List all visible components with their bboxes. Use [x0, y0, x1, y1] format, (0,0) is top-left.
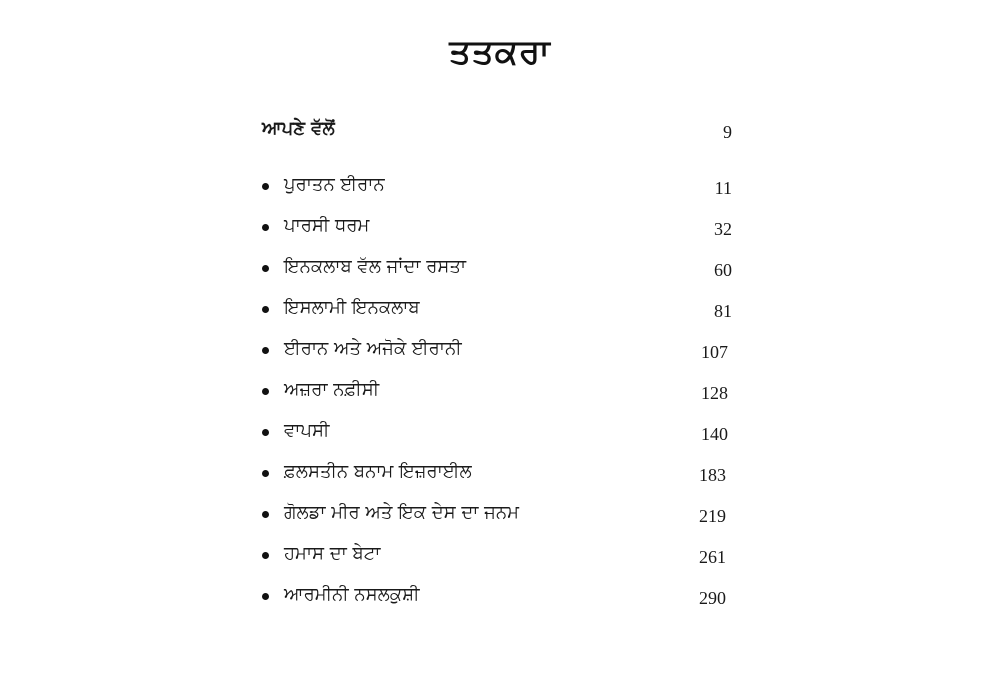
toc-entry — [262, 256, 732, 297]
bullet-icon — [262, 470, 269, 477]
toc-entry-title: ਪੁਰਾਤਨ ਈਰਾਨ — [284, 174, 385, 195]
toc-entry-title: ਇਨਕਲਾਬ ਵੱਲ ਜਾਂਦਾ ਰਸਤਾ — [284, 256, 467, 277]
bullet-icon — [262, 552, 269, 559]
toc-entry — [262, 338, 732, 379]
toc-entry-page: 32 — [714, 219, 732, 239]
toc-entry-page: 219 — [699, 506, 726, 526]
toc-entry-page: 261 — [699, 547, 726, 567]
toc-entry — [262, 297, 732, 338]
toc-entry-page: 81 — [714, 301, 732, 321]
toc-entry-title: ਵਾਪਸੀ — [284, 420, 330, 441]
bullet-icon — [262, 429, 269, 436]
toc-list — [262, 174, 732, 625]
toc-entry — [262, 502, 732, 543]
toc-entry — [262, 420, 732, 461]
toc-entry-page: 128 — [701, 383, 728, 403]
toc-entry — [262, 584, 732, 625]
bullet-icon — [262, 593, 269, 600]
bullet-icon — [262, 511, 269, 518]
toc-entry-title: ਪਾਰਸੀ ਧਰਮ — [284, 215, 370, 236]
toc-entry-title: ਆਰਮੀਨੀ ਨਸਲਕੁਸ਼ੀ — [284, 584, 420, 605]
toc-entry-page: 11 — [714, 178, 732, 198]
toc-entry-title: ਗੋਲਡਾ ਮੀਰ ਅਤੇ ਇਕ ਦੇਸ ਦਾ ਜਨਮ — [284, 502, 520, 523]
toc-entry-title: ਅਜ਼ਰਾ ਨਫ਼ੀਸੀ — [284, 379, 380, 400]
bullet-icon — [262, 265, 269, 272]
toc-entry — [262, 379, 732, 420]
bullet-icon — [262, 183, 269, 190]
bullet-icon — [262, 224, 269, 231]
toc-entry-page: 60 — [714, 260, 732, 280]
toc-entry-page: 290 — [699, 588, 726, 608]
toc-entry — [262, 543, 732, 584]
toc-preface-row — [262, 118, 732, 148]
toc-entry-page: 140 — [701, 424, 728, 444]
toc-entry-page: 107 — [701, 342, 728, 362]
toc-entry-title: ਹਮਾਸ ਦਾ ਬੇਟਾ — [284, 543, 381, 564]
preface-label: ਆਪਣੇ ਵੱਲੋਂ — [262, 118, 335, 139]
toc-entry — [262, 174, 732, 215]
toc-entry-title: ਫ਼ਲਸਤੀਨ ਬਨਾਮ ਇਜ਼ਰਾਈਲ — [284, 461, 472, 482]
bullet-icon — [262, 347, 269, 354]
bullet-icon — [262, 388, 269, 395]
bullet-icon — [262, 306, 269, 313]
preface-page-number: 9 — [723, 122, 732, 142]
toc-entry-title: ਇਸਲਾਮੀ ਇਨਕਲਾਬ — [284, 297, 420, 318]
page-title: ਤਤਕਰਾ — [449, 32, 551, 72]
toc-entry — [262, 215, 732, 256]
toc-entry — [262, 461, 732, 502]
toc-entry-title: ਈਰਾਨ ਅਤੇ ਅਜੋਕੇ ਈਰਾਨੀ — [284, 338, 462, 359]
toc-entry-page: 183 — [699, 465, 726, 485]
